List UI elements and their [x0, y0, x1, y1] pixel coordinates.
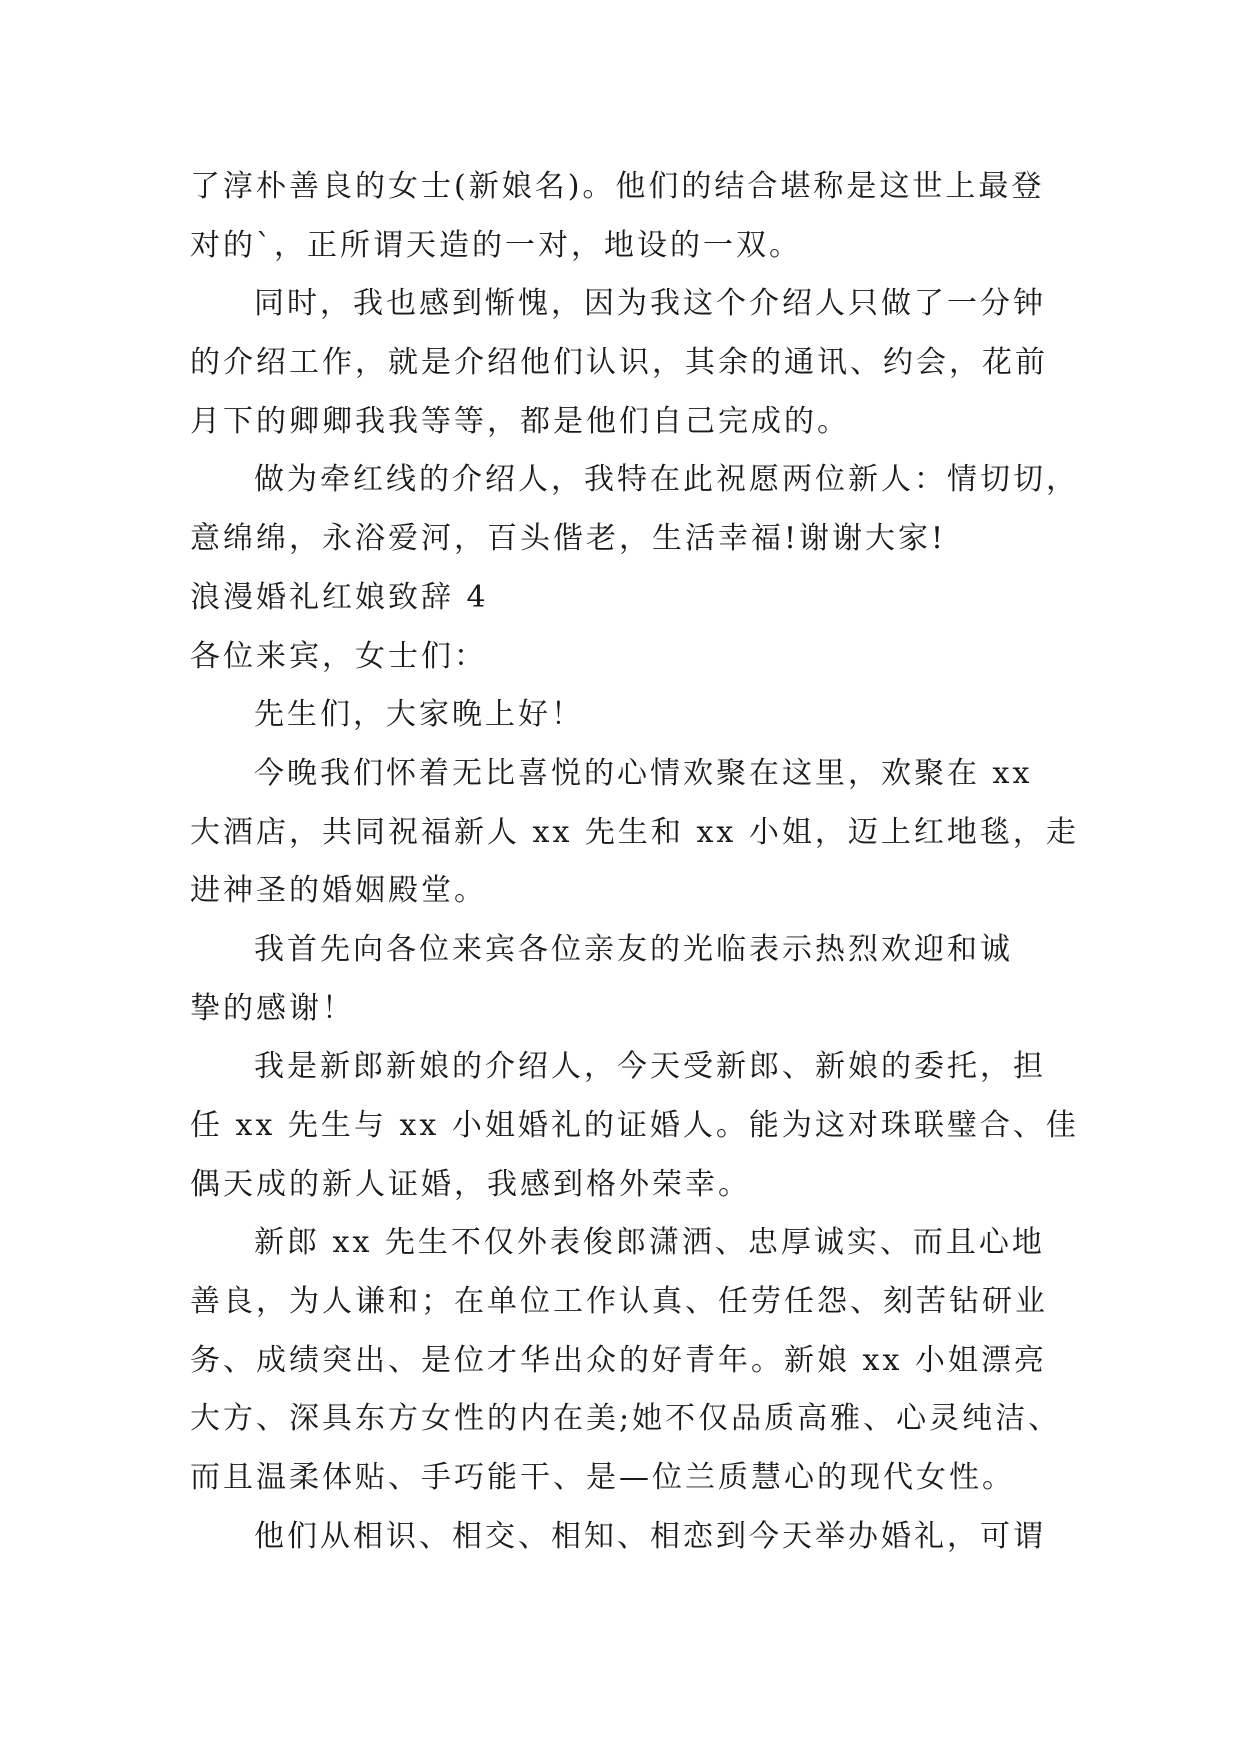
salutation-line: 各位来宾，女士们： — [190, 638, 487, 674]
text-line: 挚的感谢！ — [190, 990, 355, 1026]
text-line: 了淳朴善良的女士(新娘名)。他们的结合堪称是这世上最登 — [190, 169, 1045, 204]
text-line: 月下的卿卿我我等等，都是他们自己完成的。 — [190, 403, 850, 439]
paragraph-start-line: 今晚我们怀着无比喜悦的心情欢聚在这里，欢聚在 xx — [254, 755, 1033, 791]
text-line: 善良，为人谦和；在单位工作认真、任劳任怨、刻苦钻研业 — [190, 1284, 1048, 1320]
paragraph-start-line: 同时，我也感到惭愧，因为我这个介绍人只做了一分钟 — [254, 286, 1046, 322]
text-line: 大方、深具东方女性的内在美;她不仅品质高雅、心灵纯洁、 — [190, 1401, 1062, 1437]
text-line: 任 xx 先生与 xx 小姐婚礼的证婚人。能为这对珠联璧合、佳 — [190, 1108, 1079, 1143]
text-line: 而且温柔体贴、手巧能干、是—位兰质慧心的现代女性。 — [190, 1460, 1015, 1496]
text-line: 意绵绵，永浴爱河，百头偕老，生活幸福!谢谢大家! — [190, 521, 947, 557]
text-line: 大酒店，共同祝福新人 xx 先生和 xx 小姐，迈上红地毯，走 — [190, 814, 1079, 850]
paragraph-start-line: 他们从相识、相交、相知、相恋到今天举办婚礼，可谓 — [254, 1518, 1046, 1554]
paragraph-start-line: 新郎 xx 先生不仅外表俊郎潇洒、忠厚诚实、而且心地 — [254, 1225, 1045, 1261]
text-line: 偶天成的新人证婚，我感到格外荣幸。 — [190, 1166, 751, 1202]
document-page — [190, 158, 1079, 1567]
section-heading: 浪漫婚礼红娘致辞 4 — [190, 579, 489, 615]
text-line: 对的`，正所谓天造的一对，地设的一双。 — [190, 227, 802, 263]
paragraph-start-line: 我首先向各位来宾各位亲友的光临表示热烈欢迎和诚 — [254, 931, 1013, 967]
paragraph-start-line: 先生们，大家晚上好！ — [254, 697, 584, 733]
text-line: 进神圣的婚姻殿堂。 — [190, 873, 487, 909]
paragraph-start-line: 我是新郎新娘的介绍人，今天受新郎、新娘的委托，担 — [254, 1049, 1046, 1085]
text-line: 务、成绩突出、是位才华出众的好青年。新娘 xx 小姐漂亮 — [190, 1342, 1047, 1378]
paragraph-start-line: 做为牵红线的介绍人，我特在此祝愿两位新人：情切切， — [254, 462, 1079, 498]
text-line: 的介绍工作，就是介绍他们认识，其余的通讯、约会，花前 — [190, 345, 1048, 381]
